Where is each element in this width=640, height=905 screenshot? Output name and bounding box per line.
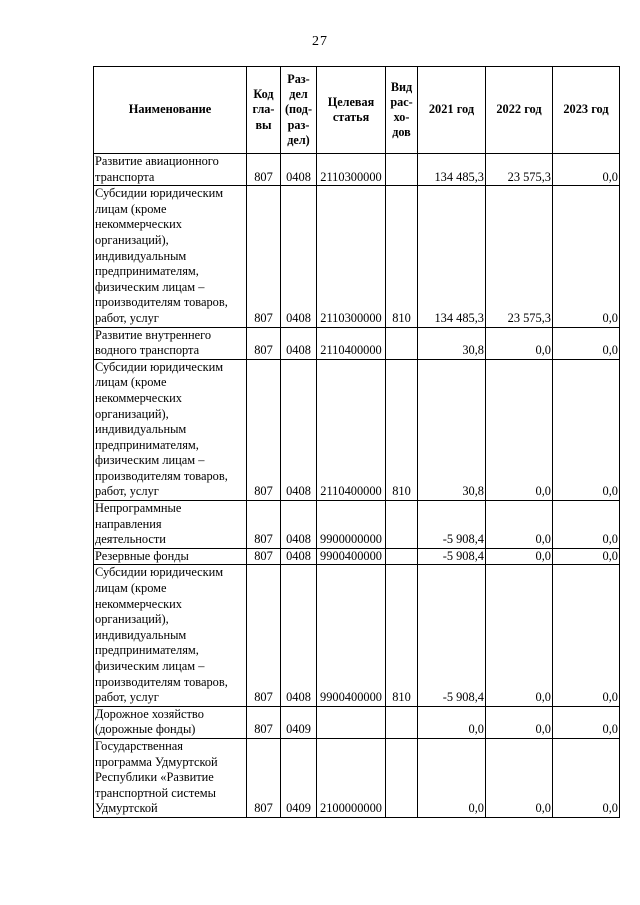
- cell-name: Развитие авиационного транспорта: [94, 154, 247, 186]
- cell-y2023: 0,0: [553, 359, 620, 500]
- cell-name: Субсидии юридическим лицам (кроме некоммерческих организаций), индивидуальным предпринимателям, физическим лицам – производителям товаров, работ, услуг: [94, 565, 247, 706]
- cell-kod: 807: [247, 501, 281, 549]
- cell-y2022: 0,0: [486, 359, 553, 500]
- table-row: [94, 738, 620, 817]
- cell-razdel: 0408: [281, 154, 317, 186]
- cell-razdel: 0408: [281, 186, 317, 327]
- budget-table: [93, 66, 620, 818]
- cell-y2023: 0,0: [553, 154, 620, 186]
- cell-y2022: 23 575,3: [486, 186, 553, 327]
- cell-vid: 810: [386, 186, 418, 327]
- header-statya: Целевая статья: [317, 67, 386, 154]
- cell-razdel: 0409: [281, 738, 317, 817]
- cell-kod: 807: [247, 154, 281, 186]
- cell-y2021: 134 485,3: [418, 154, 486, 186]
- header-name: Наименование: [94, 67, 247, 154]
- cell-kod: 807: [247, 186, 281, 327]
- cell-vid: [386, 327, 418, 359]
- cell-y2022: 0,0: [486, 327, 553, 359]
- cell-y2022: 0,0: [486, 501, 553, 549]
- table-row: [94, 186, 620, 327]
- cell-y2021: 0,0: [418, 706, 486, 738]
- cell-kod: 807: [247, 327, 281, 359]
- cell-statya: 9900000000: [317, 501, 386, 549]
- cell-razdel: 0408: [281, 548, 317, 565]
- cell-name: Субсидии юридическим лицам (кроме некоммерческих организаций), индивидуальным предпринимателям, физическим лицам – производителям товаров, работ, услуг: [94, 359, 247, 500]
- header-razdel: Раз- дел (под- раз- дел): [281, 67, 317, 154]
- header-kod: Код гла- вы: [247, 67, 281, 154]
- cell-statya: 2110300000: [317, 186, 386, 327]
- table-row: [94, 359, 620, 500]
- cell-name: Резервные фонды: [94, 548, 247, 565]
- cell-y2021: 30,8: [418, 359, 486, 500]
- cell-y2023: 0,0: [553, 501, 620, 549]
- cell-name: Развитие внутреннего водного транспорта: [94, 327, 247, 359]
- header-2022: 2022 год: [486, 67, 553, 154]
- cell-y2022: 0,0: [486, 548, 553, 565]
- table-row: [94, 154, 620, 186]
- header-row: [94, 67, 620, 154]
- cell-vid: [386, 154, 418, 186]
- cell-y2021: 0,0: [418, 738, 486, 817]
- cell-y2023: 0,0: [553, 706, 620, 738]
- cell-name: Дорожное хозяйство (дорожные фонды): [94, 706, 247, 738]
- cell-y2022: 0,0: [486, 565, 553, 706]
- cell-y2021: -5 908,4: [418, 548, 486, 565]
- cell-vid: [386, 738, 418, 817]
- cell-vid: [386, 501, 418, 549]
- table-row: [94, 706, 620, 738]
- cell-y2023: 0,0: [553, 186, 620, 327]
- cell-y2021: -5 908,4: [418, 501, 486, 549]
- cell-statya: 9900400000: [317, 565, 386, 706]
- table-body: [94, 154, 620, 818]
- cell-y2023: 0,0: [553, 548, 620, 565]
- cell-vid: 810: [386, 359, 418, 500]
- page-number: 27: [312, 34, 328, 49]
- header-2021: 2021 год: [418, 67, 486, 154]
- cell-razdel: 0408: [281, 565, 317, 706]
- cell-statya: 9900400000: [317, 548, 386, 565]
- cell-vid: [386, 706, 418, 738]
- cell-razdel: 0408: [281, 359, 317, 500]
- cell-razdel: 0408: [281, 327, 317, 359]
- cell-kod: 807: [247, 359, 281, 500]
- cell-statya: 2110400000: [317, 359, 386, 500]
- cell-y2022: 23 575,3: [486, 154, 553, 186]
- cell-name: Непрограммные направления деятельности: [94, 501, 247, 549]
- header-2023: 2023 год: [553, 67, 620, 154]
- cell-statya: 2100000000: [317, 738, 386, 817]
- table-row: [94, 548, 620, 565]
- cell-statya: 2110400000: [317, 327, 386, 359]
- cell-y2023: 0,0: [553, 327, 620, 359]
- cell-y2022: 0,0: [486, 706, 553, 738]
- cell-vid: 810: [386, 565, 418, 706]
- cell-y2023: 0,0: [553, 738, 620, 817]
- cell-kod: 807: [247, 565, 281, 706]
- table-header: [94, 67, 620, 154]
- cell-y2021: 134 485,3: [418, 186, 486, 327]
- cell-kod: 807: [247, 706, 281, 738]
- header-vid: Вид рас- хо- дов: [386, 67, 418, 154]
- cell-y2021: 30,8: [418, 327, 486, 359]
- cell-kod: 807: [247, 738, 281, 817]
- cell-y2022: 0,0: [486, 738, 553, 817]
- cell-statya: 2110300000: [317, 154, 386, 186]
- table-row: [94, 501, 620, 549]
- cell-y2021: -5 908,4: [418, 565, 486, 706]
- cell-statya: [317, 706, 386, 738]
- cell-vid: [386, 548, 418, 565]
- cell-kod: 807: [247, 548, 281, 565]
- table-row: [94, 565, 620, 706]
- cell-name: Субсидии юридическим лицам (кроме некоммерческих организаций), индивидуальным предпринимателям, физическим лицам – производителям товаров, работ, услуг: [94, 186, 247, 327]
- cell-razdel: 0409: [281, 706, 317, 738]
- cell-name: Государственная программа Удмуртской Республики «Развитие транспортной системы Удмуртской: [94, 738, 247, 817]
- cell-razdel: 0408: [281, 501, 317, 549]
- cell-y2023: 0,0: [553, 565, 620, 706]
- table-row: [94, 327, 620, 359]
